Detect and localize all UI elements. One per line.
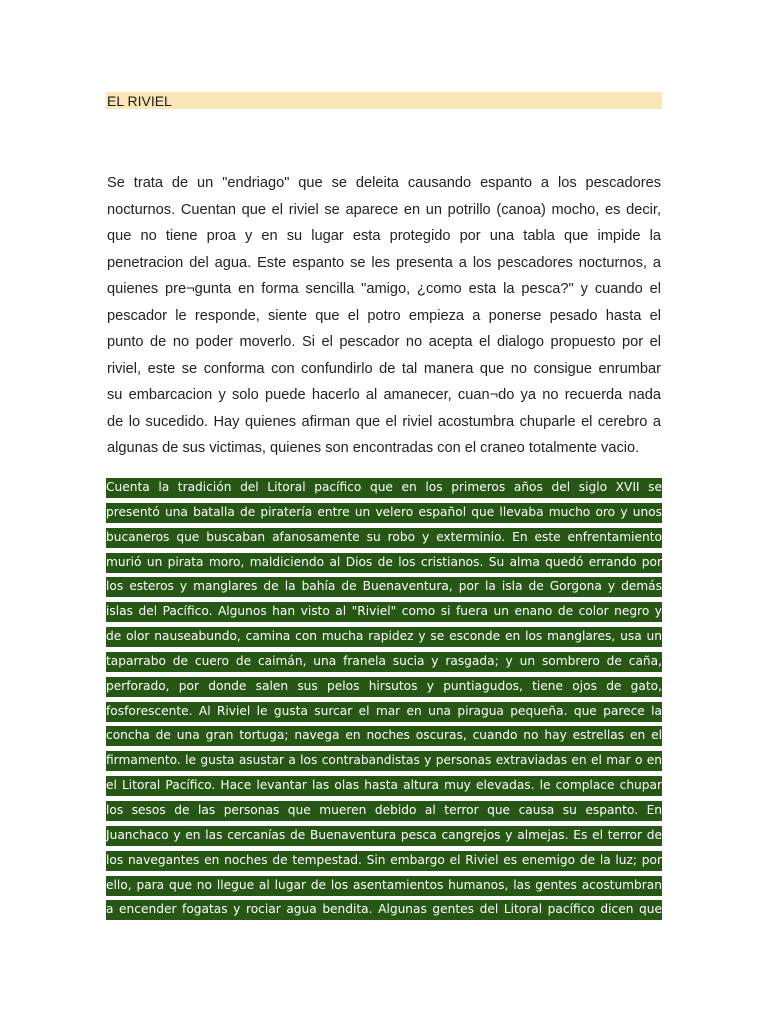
paragraph-1-line: nocturnos. Cuentan que el riviel se aparece en un potrillo (canoa) mocho, es decir, bbox=[107, 201, 661, 218]
paragraph-1-line: su embarcacion y solo puede hacerlo al amanecer, cuan¬do ya no recuerda nada bbox=[107, 387, 661, 403]
paragraph-1-line: riviel, este se conforma con confundirlo de tal manera que no consigue enrumbar bbox=[107, 360, 661, 377]
paragraph-2-highlighted bbox=[106, 478, 662, 925]
paragraph-1-line: quienes pre¬gunta en forma sencilla "amigo, ¿como esta la pesca?" y cuando el bbox=[107, 281, 661, 297]
paragraph-1-line: que no tiene proa y en su lugar esta protegido por una tabla que impide la bbox=[107, 228, 661, 244]
paragraph-2-line: los sesos de las personas que mueren debido al terror que causa su espanto. En bbox=[106, 801, 662, 821]
paragraph-2-line: bucaneros que buscaban afanosamente su robo y exterminio. En este enfrentamiento bbox=[106, 528, 662, 548]
paragraph-2-line: ello, para que no llegue al lugar de los asentamientos humanos, las gentes acostumbran bbox=[106, 876, 662, 896]
paragraph-2-line: Cuenta la tradición del Litoral pacífico que en los primeros años del siglo XVII se bbox=[106, 478, 662, 498]
paragraph-1-line: Se trata de un "endriago" que se deleita causando espanto a los pescadores bbox=[107, 175, 661, 191]
paragraph-2-line: el Litoral Pacífico. Hace levantar las olas hasta altura muy elevadas. le complace chupar bbox=[106, 776, 662, 796]
paragraph-2-line: concha de una gran tortuga; navega en noches oscuras, cuando no hay estrellas en el bbox=[106, 726, 662, 746]
paragraph-2-line: a encender fogatas y rociar agua bendita. Algunas gentes del Litoral pacífico dicen que bbox=[106, 900, 662, 920]
paragraph-2-line: islas del Pacífico. Algunos han visto al "Riviel" como si fuera un enano de color negro y bbox=[106, 602, 662, 622]
paragraph-2-line: murió un pirata moro, maldiciendo al Dios de los cristianos. Su alma quedó errando por bbox=[106, 553, 662, 573]
paragraph-2-line: presentó una batalla de piratería entre un velero español que llevaba mucho oro y unos bbox=[106, 503, 662, 523]
paragraph-1-line: pescador le responde, siente que el potro empieza a ponerse pesado hasta el bbox=[107, 307, 661, 324]
paragraph-1 bbox=[107, 170, 661, 462]
paragraph-1-line: de lo sucedido. Hay quienes afirman que el riviel acostumbra chuparle el cerebro a bbox=[107, 413, 661, 430]
paragraph-2-line: taparrabo de cuero de caimán, una franela sucia y rasgada; y un sombrero de caña, bbox=[106, 652, 662, 672]
paragraph-2-line: de olor nauseabundo, camina con mucha rapidez y se esconde en los manglares, usa un bbox=[106, 627, 662, 647]
paragraph-2-line: firmamento. le gusta asustar a los contrabandistas y personas extraviadas en el mar o en bbox=[106, 751, 662, 771]
paragraph-2-line: fosforescente. Al Riviel le gusta surcar el mar en una piragua pequeña. que parece la bbox=[106, 702, 662, 722]
paragraph-1-line: algunas de sus victimas, quienes son encontradas con el craneo totalmente vacio. bbox=[107, 440, 640, 456]
paragraph-1-line: punto de no poder moverlo. Si el pescador no acepta el dialogo propuesto por el bbox=[107, 334, 661, 350]
paragraph-1-line: penetracion del agua. Este espanto se les presenta a los pescadores nocturnos, a bbox=[107, 254, 661, 271]
title-highlight bbox=[106, 92, 662, 109]
paragraph-2-line: Juanchaco y en las cercanías de Buenaventura pesca cangrejos y almejas. Es el terror de bbox=[106, 826, 662, 846]
paragraph-2-line: perforado, por donde salen sus pelos hirsutos y puntiagudos, tiene ojos de gato, bbox=[106, 677, 662, 697]
document-title: EL RIVIEL bbox=[107, 93, 172, 109]
paragraph-2-line: los navegantes en noches de tempestad. Sin embargo el Riviel es enemigo de la luz; por bbox=[106, 851, 662, 871]
paragraph-2-line: los esteros y manglares de la bahía de Buenaventura, por la isla de Gorgona y demás bbox=[106, 577, 662, 597]
